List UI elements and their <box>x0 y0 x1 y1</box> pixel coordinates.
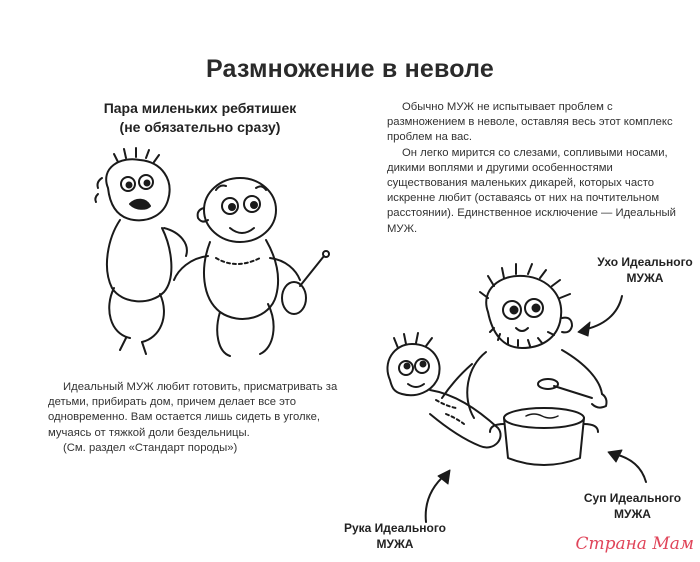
intro-line: Обычно МУЖ не испытывает проблем с <box>402 101 613 113</box>
hand-arrow <box>412 466 462 526</box>
subtitle <box>55 99 345 137</box>
intro-paragraph <box>387 100 697 237</box>
kids-illustration <box>90 148 330 378</box>
ear-callout-line-1: Ухо Идеального <box>597 255 693 269</box>
intro-line: расстоянии). Единственное исключение — Идеальный <box>387 207 676 220</box>
bottom-paragraph <box>48 380 348 456</box>
ear-callout-line-2: МУЖА <box>626 271 664 285</box>
intro-line: дикими воплями и другими особенностями <box>387 161 613 174</box>
soup-callout <box>565 490 700 522</box>
subtitle-line-1: Пара миленьких ребятишек <box>103 100 297 116</box>
subtitle-line-2: (не обязательно сразу) <box>119 119 281 135</box>
soup-arrow <box>602 446 662 486</box>
bottom-line: мучаясь от тяжкой доли бездельницы. <box>48 426 250 439</box>
soup-callout-line-2: МУЖА <box>614 507 651 521</box>
intro-line: размножением в неволе, оставляя весь этот комплекс <box>387 116 673 129</box>
baby-figure <box>387 333 500 447</box>
intro-line: существования маленьких дикарей, которых часто <box>387 177 655 190</box>
bottom-line: (См. раздел «Стандарт породы») <box>63 441 238 454</box>
bottom-line: одновременно. Вам остается лишь сидеть в уголке, <box>48 411 321 424</box>
bottom-line: детьми, прибирать дом, причем делает все это <box>48 396 297 409</box>
hand-callout-line-2: МУЖА <box>376 537 414 551</box>
watermark-logo: Страна Мам <box>575 534 694 554</box>
bald-kid <box>174 178 329 356</box>
soup-callout-line-1: Суп Идеального <box>583 491 682 505</box>
intro-line: МУЖ. <box>387 222 418 235</box>
page-title: Размножение в неволе <box>206 55 494 83</box>
ear-arrow <box>572 292 632 342</box>
soup-pot <box>490 408 598 465</box>
intro-line: искренне любит (оставаясь от них на почтительном <box>387 192 660 205</box>
bottom-line: Идеальный МУЖ любит готовить, присматривать за <box>63 381 338 393</box>
crying-kid <box>95 148 187 354</box>
intro-line: проблем на вас. <box>387 131 473 144</box>
intro-line: Он легко мирится со слезами, сопливыми носами, <box>402 146 668 159</box>
hand-callout-line-1: Рука Идеального <box>343 521 447 535</box>
